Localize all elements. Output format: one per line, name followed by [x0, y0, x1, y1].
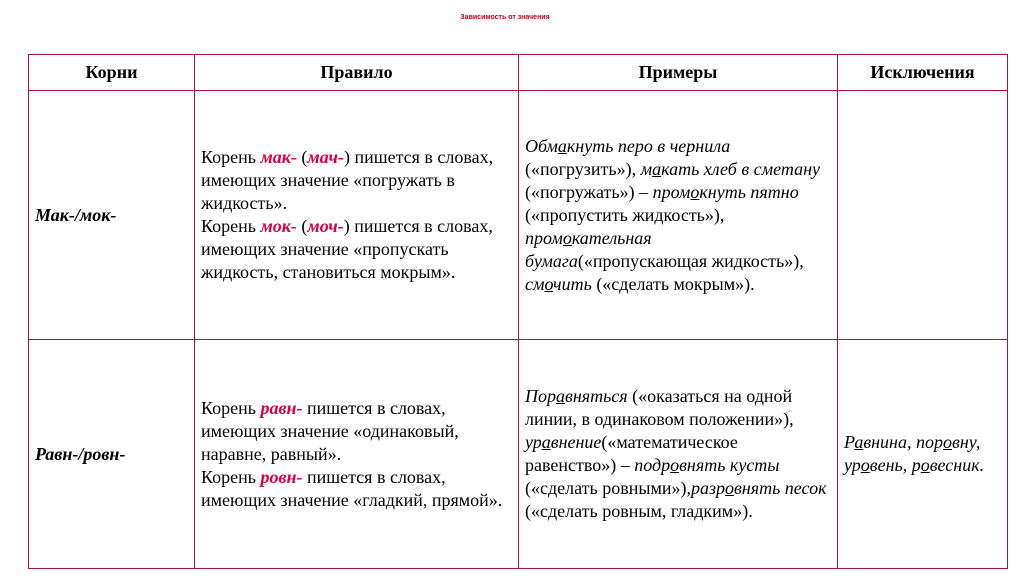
rule-text: Корень [201, 216, 261, 236]
example-meaning: («погружать») – [525, 181, 653, 202]
example-word: Обм [525, 135, 558, 156]
stressed-letter: а [854, 432, 864, 452]
rule-paragraph [201, 215, 512, 284]
example-word: чить [553, 273, 592, 294]
exception-word: вень, р [869, 455, 921, 475]
example-word: Пор [525, 386, 556, 406]
example-meaning: («сделать ровными»), [525, 478, 691, 498]
rule-text: ( [296, 147, 308, 167]
example-word: внять песок [734, 478, 827, 498]
rule-text: пишется в словах, имеющих значение «гладкий, прямой». [201, 466, 503, 510]
example-meaning: («сделать мокрым»). [591, 273, 755, 294]
rule-text: пишется в словах, имеющих значение «одинаковый, наравне, равный». [201, 397, 459, 464]
example-word: пром [525, 227, 563, 248]
example-word: ур [525, 432, 542, 452]
stressed-letter: о [562, 227, 572, 248]
example-meaning: («оказаться на одной линии, в одинаковом положении»), [525, 386, 794, 429]
rule-text: ) пишется в словах, имеющих значение «пропускать жидкость, становиться мокрым». [201, 216, 493, 282]
stressed-letter: о [920, 455, 930, 475]
exception-word: весник. [929, 455, 985, 475]
rule-cell [195, 91, 519, 340]
table-row [29, 91, 1008, 340]
root-highlight: равн- [260, 397, 303, 418]
example-word: см [525, 273, 545, 294]
root-highlight: мак- [260, 147, 297, 167]
rule-text: ) пишется в словах, имеющих значение «погружать в жидкость». [201, 147, 494, 213]
stressed-letter: а [556, 386, 565, 406]
exception-word: внина, пор [863, 432, 943, 452]
stressed-letter: о [544, 273, 554, 294]
example-word: кнуть перо в чернила [566, 135, 731, 156]
root-highlight: мок- [260, 216, 297, 236]
example-word: разр [690, 478, 725, 498]
example-meaning: («погрузить»), [525, 158, 641, 179]
stressed-letter: о [670, 455, 680, 475]
rule-paragraph [201, 466, 512, 512]
header-examples: Примеры [519, 55, 838, 91]
slide-title: Зависимость от значения [460, 14, 550, 21]
root-highlight: мач- [307, 147, 344, 167]
rules-table [28, 54, 1008, 569]
header-roots: Корни [29, 55, 195, 91]
root-cell: Мак-/мок- [29, 91, 195, 340]
examples-paragraph [525, 385, 831, 523]
root-cell: Равн-/ровн- [29, 340, 195, 569]
exception-word: вну, ур [844, 432, 981, 475]
stressed-letter: а [652, 158, 662, 179]
example-word: кательная бумага [525, 227, 652, 271]
exceptions-paragraph [844, 431, 1001, 477]
table-row [29, 340, 1008, 569]
example-word: пром [652, 181, 691, 202]
rule-text: Корень [201, 466, 261, 487]
example-word: внять кусты [679, 455, 780, 475]
example-word: кнуть пятно [699, 181, 799, 202]
stressed-letter: о [690, 181, 700, 202]
example-word: вняться [565, 386, 628, 406]
header-exceptions: Исключения [838, 55, 1008, 91]
rule-text: Корень [201, 147, 261, 167]
stressed-letter: а [557, 135, 567, 156]
example-meaning: («пропускающая жидкость»), [577, 250, 804, 271]
rule-text: ( [296, 216, 308, 236]
rule-text: Корень [201, 397, 261, 418]
header-row [29, 55, 1008, 91]
stressed-letter: о [860, 455, 870, 475]
example-word: подр [634, 455, 671, 475]
example-meaning: («математическое равенство») – [525, 432, 738, 475]
examples-paragraph [525, 135, 831, 296]
example-word: м [640, 158, 653, 179]
example-meaning: («сделать ровным, гладким»). [525, 501, 753, 521]
rule-cell [195, 340, 519, 569]
root-highlight: моч- [307, 216, 344, 236]
exception-word: Р [844, 432, 855, 452]
example-meaning: («пропустить жидкость»), [525, 204, 725, 225]
exceptions-cell [838, 91, 1008, 340]
example-word: кать хлеб в сметану [661, 158, 821, 179]
rule-paragraph [201, 397, 512, 466]
stressed-letter: а [541, 432, 551, 452]
examples-cell [519, 340, 838, 569]
stressed-letter: о [725, 478, 734, 498]
stressed-letter: о [943, 432, 952, 452]
rule-paragraph [201, 146, 512, 215]
example-word: внение [550, 432, 602, 452]
exceptions-cell [838, 340, 1008, 569]
examples-cell [519, 91, 838, 340]
header-rule: Правило [195, 55, 519, 91]
root-highlight: ровн- [260, 466, 303, 487]
